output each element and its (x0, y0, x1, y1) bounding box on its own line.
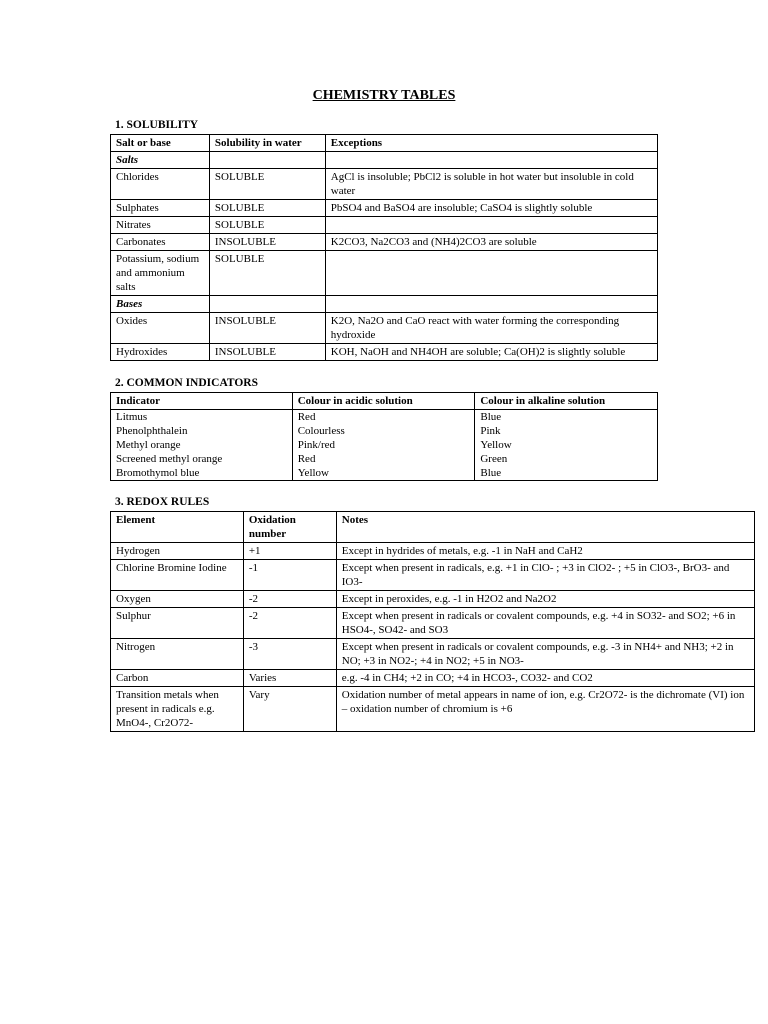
table-row (111, 560, 755, 591)
table-row (111, 424, 658, 438)
category-label: Salts (111, 152, 210, 169)
column-header: Solubility in water (209, 135, 325, 152)
cell-oxidation: -3 (243, 639, 336, 670)
column-header: Exceptions (325, 135, 657, 152)
column-header: Colour in alkaline solution (475, 393, 658, 410)
cell-solubility: SOLUBLE (209, 217, 325, 234)
table-header-row (111, 512, 755, 543)
table-row (111, 200, 658, 217)
cell-name: Sulphates (111, 200, 210, 217)
cell-notes: Except when present in radicals or covalent compounds, e.g. -3 in NH4+ and NH3; +2 in NO; +3 in NO2-; +4 in NO2; +5 in NO3- (336, 639, 754, 670)
cell-alkaline: Green (475, 452, 658, 466)
cell-solubility: SOLUBLE (209, 200, 325, 217)
cell-oxidation: Varies (243, 670, 336, 687)
cell-indicator: Screened methyl orange (111, 452, 293, 466)
table-row (111, 452, 658, 466)
table-row (111, 466, 658, 481)
column-header: Salt or base (111, 135, 210, 152)
cell-acidic: Pink/red (292, 438, 475, 452)
cell-name: Carbonates (111, 234, 210, 251)
cell-acidic: Red (292, 452, 475, 466)
cell-oxidation: -2 (243, 591, 336, 608)
cell-alkaline: Blue (475, 466, 658, 481)
cell-solubility: SOLUBLE (209, 169, 325, 200)
column-header: Notes (336, 512, 754, 543)
cell-notes: Except when present in radicals or covalent compounds, e.g. +4 in SO32- and SO2; +6 in HSO4-, SO42- and SO3 (336, 608, 754, 639)
cell-indicator: Methyl orange (111, 438, 293, 452)
cell-solubility: SOLUBLE (209, 251, 325, 296)
cell-indicator: Phenolphthalein (111, 424, 293, 438)
cell-element: Hydrogen (111, 543, 244, 560)
column-header: Colour in acidic solution (292, 393, 475, 410)
category-row (111, 296, 658, 313)
table-row (111, 591, 755, 608)
table-row (111, 608, 755, 639)
category-label: Bases (111, 296, 210, 313)
indicators-heading: 2. COMMON INDICATORS (115, 377, 259, 389)
cell-exceptions: K2O, Na2O and CaO react with water forming the corresponding hydroxide (325, 313, 657, 344)
cell-name: Hydroxides (111, 344, 210, 361)
table-row (111, 639, 755, 670)
table-header-row (111, 393, 658, 410)
redox-table (110, 511, 755, 732)
table-row (111, 251, 658, 296)
cell-acidic: Red (292, 410, 475, 425)
table-row (111, 169, 658, 200)
table-row (111, 344, 658, 361)
cell-solubility: INSOLUBLE (209, 313, 325, 344)
cell-exceptions (325, 217, 657, 234)
cell-oxidation: Vary (243, 687, 336, 732)
cell-element: Transition metals when present in radicals e.g. MnO4-, Cr2O72- (111, 687, 244, 732)
table-row (111, 217, 658, 234)
cell-oxidation: -2 (243, 608, 336, 639)
cell-acidic: Colourless (292, 424, 475, 438)
column-header: Indicator (111, 393, 293, 410)
cell-solubility: INSOLUBLE (209, 344, 325, 361)
cell-element: Nitrogen (111, 639, 244, 670)
cell-element: Chlorine Bromine Iodine (111, 560, 244, 591)
solubility-table (110, 134, 658, 361)
cell-name: Nitrates (111, 217, 210, 234)
cell-name: Oxides (111, 313, 210, 344)
cell-acidic: Yellow (292, 466, 475, 481)
cell-exceptions: K2CO3, Na2CO3 and (NH4)2CO3 are soluble (325, 234, 657, 251)
table-row (111, 410, 658, 425)
cell-alkaline: Pink (475, 424, 658, 438)
cell-name: Potassium, sodium and ammonium salts (111, 251, 210, 296)
column-header: Element (111, 512, 244, 543)
redox-heading: 3. REDOX RULES (115, 496, 210, 508)
table-header-row (111, 135, 658, 152)
cell-notes: e.g. -4 in CH4; +2 in CO; +4 in HCO3-, CO32- and CO2 (336, 670, 754, 687)
cell-exceptions: AgCl is insoluble; PbCl2 is soluble in hot water but insoluble in cold water (325, 169, 657, 200)
cell-indicator: Litmus (111, 410, 293, 425)
table-row (111, 313, 658, 344)
cell-oxidation: +1 (243, 543, 336, 560)
cell-oxidation: -1 (243, 560, 336, 591)
table-row (111, 543, 755, 560)
solubility-heading: 1. SOLUBILITY (115, 119, 199, 131)
cell-exceptions (325, 251, 657, 296)
cell-notes: Except in hydrides of metals, e.g. -1 in NaH and CaH2 (336, 543, 754, 560)
category-row (111, 152, 658, 169)
cell-alkaline: Blue (475, 410, 658, 425)
cell-element: Carbon (111, 670, 244, 687)
table-row (111, 438, 658, 452)
cell-alkaline: Yellow (475, 438, 658, 452)
table-row (111, 234, 658, 251)
cell-exceptions: PbSO4 and BaSO4 are insoluble; CaSO4 is slightly soluble (325, 200, 657, 217)
cell-indicator: Bromothymol blue (111, 466, 293, 481)
cell-exceptions: KOH, NaOH and NH4OH are soluble; Ca(OH)2 is slightly soluble (325, 344, 657, 361)
cell-element: Oxygen (111, 591, 244, 608)
cell-name: Chlorides (111, 169, 210, 200)
cell-notes: Except in peroxides, e.g. -1 in H2O2 and Na2O2 (336, 591, 754, 608)
indicators-table (110, 392, 658, 481)
table-row (111, 670, 755, 687)
table-row (111, 687, 755, 732)
cell-notes: Except when present in radicals, e.g. +1 in ClO- ; +3 in ClO2- ; +5 in ClO3-, BrO3- and IO3- (336, 560, 754, 591)
cell-notes: Oxidation number of metal appears in name of ion, e.g. Cr2O72- is the dichromate (VI) ion – oxidation number of chromium is +6 (336, 687, 754, 732)
cell-element: Sulphur (111, 608, 244, 639)
cell-solubility: INSOLUBLE (209, 234, 325, 251)
column-header: Oxidation number (243, 512, 336, 543)
page-title: CHEMISTRY TABLES (312, 88, 456, 103)
